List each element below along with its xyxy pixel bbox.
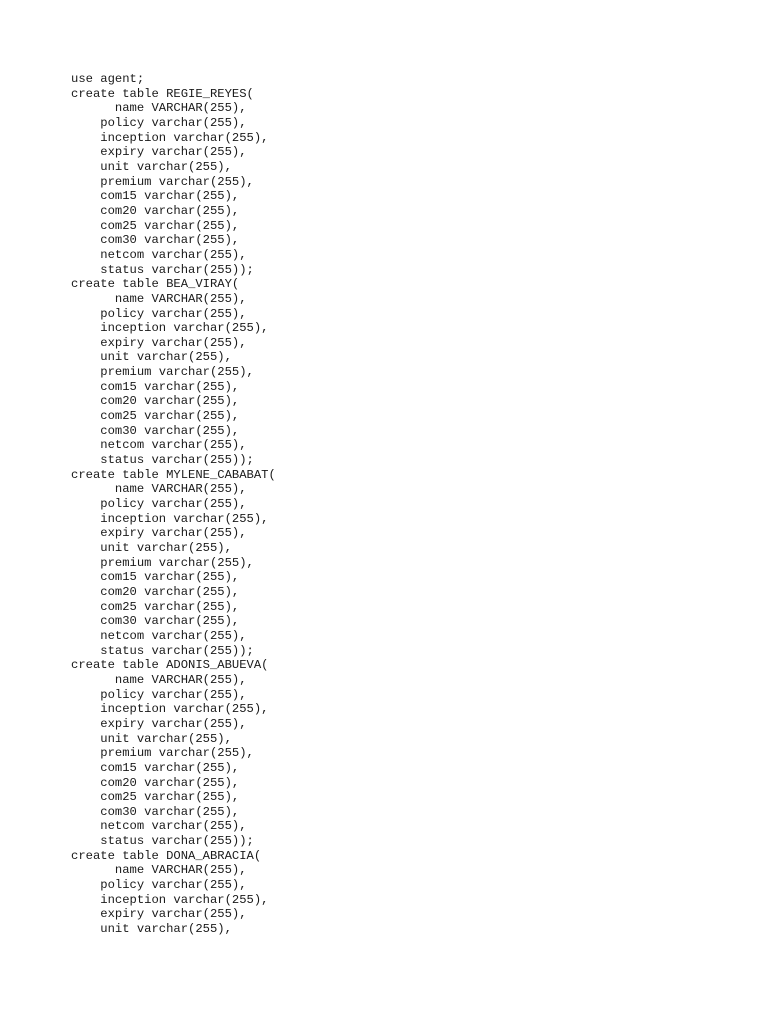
code-line: name VARCHAR(255),	[71, 291, 247, 306]
code-line: create table ADONIS_ABUEVA(	[71, 658, 269, 673]
code-line: status varchar(255));	[71, 834, 254, 849]
sql-code-block	[71, 72, 276, 937]
code-line: com30 varchar(255),	[71, 804, 240, 819]
code-line: premium varchar(255),	[71, 365, 254, 380]
code-line: unit varchar(255),	[71, 922, 232, 937]
code-line: unit varchar(255),	[71, 731, 232, 746]
code-line: status varchar(255));	[71, 453, 254, 468]
code-line: unit varchar(255),	[71, 350, 232, 365]
code-line: netcom varchar(255),	[71, 438, 247, 453]
code-line: inception varchar(255),	[71, 321, 269, 336]
code-line: premium varchar(255),	[71, 555, 254, 570]
code-line: status varchar(255));	[71, 643, 254, 658]
code-line: unit varchar(255),	[71, 159, 232, 174]
code-line: premium varchar(255),	[71, 746, 254, 761]
code-line: policy varchar(255),	[71, 878, 247, 893]
code-line: name VARCHAR(255),	[71, 863, 247, 878]
code-line: com30 varchar(255),	[71, 423, 240, 438]
code-line: com30 varchar(255),	[71, 614, 240, 629]
code-line: expiry varchar(255),	[71, 335, 247, 350]
code-line: expiry varchar(255),	[71, 716, 247, 731]
code-line: policy varchar(255),	[71, 687, 247, 702]
code-line: com20 varchar(255),	[71, 584, 240, 599]
code-line: policy varchar(255),	[71, 306, 247, 321]
code-line: com20 varchar(255),	[71, 775, 240, 790]
code-line: create table BEA_VIRAY(	[71, 277, 240, 292]
code-line: premium varchar(255),	[71, 174, 254, 189]
code-line: unit varchar(255),	[71, 541, 232, 555]
code-line: netcom varchar(255),	[71, 628, 247, 643]
code-line: expiry varchar(255),	[71, 145, 247, 160]
code-line: policy varchar(255),	[71, 497, 247, 512]
code-line: netcom varchar(255),	[71, 819, 247, 834]
code-line: use agent;	[71, 72, 145, 86]
code-line: com25 varchar(255),	[71, 409, 240, 424]
code-line: com20 varchar(255),	[71, 394, 240, 409]
code-line: netcom varchar(255),	[71, 247, 247, 262]
code-line: inception varchar(255),	[71, 892, 269, 907]
code-line: com25 varchar(255),	[71, 218, 240, 233]
code-line: inception varchar(255),	[71, 130, 269, 145]
code-line: policy varchar(255),	[71, 115, 247, 130]
code-line: com20 varchar(255),	[71, 203, 240, 218]
code-line: com15 varchar(255),	[71, 570, 240, 585]
code-line: create table REGIE_REYES(	[71, 86, 254, 101]
code-line: inception varchar(255),	[71, 511, 269, 526]
code-line: com25 varchar(255),	[71, 790, 240, 805]
code-line: create table MYLENE_CABABAT(	[71, 467, 276, 482]
code-line: com15 varchar(255),	[71, 189, 240, 204]
code-line: com30 varchar(255),	[71, 233, 240, 248]
code-line: name VARCHAR(255),	[71, 101, 247, 116]
code-line: create table DONA_ABRACIA(	[71, 848, 262, 863]
code-line: name VARCHAR(255),	[71, 482, 247, 497]
code-line: com15 varchar(255),	[71, 379, 240, 394]
code-line: inception varchar(255),	[71, 702, 269, 717]
code-line: expiry varchar(255),	[71, 907, 247, 922]
code-line: com15 varchar(255),	[71, 760, 240, 775]
code-line: name VARCHAR(255),	[71, 672, 247, 687]
code-line: com25 varchar(255),	[71, 599, 240, 614]
code-line: expiry varchar(255),	[71, 526, 247, 541]
code-line: status varchar(255));	[71, 262, 254, 277]
